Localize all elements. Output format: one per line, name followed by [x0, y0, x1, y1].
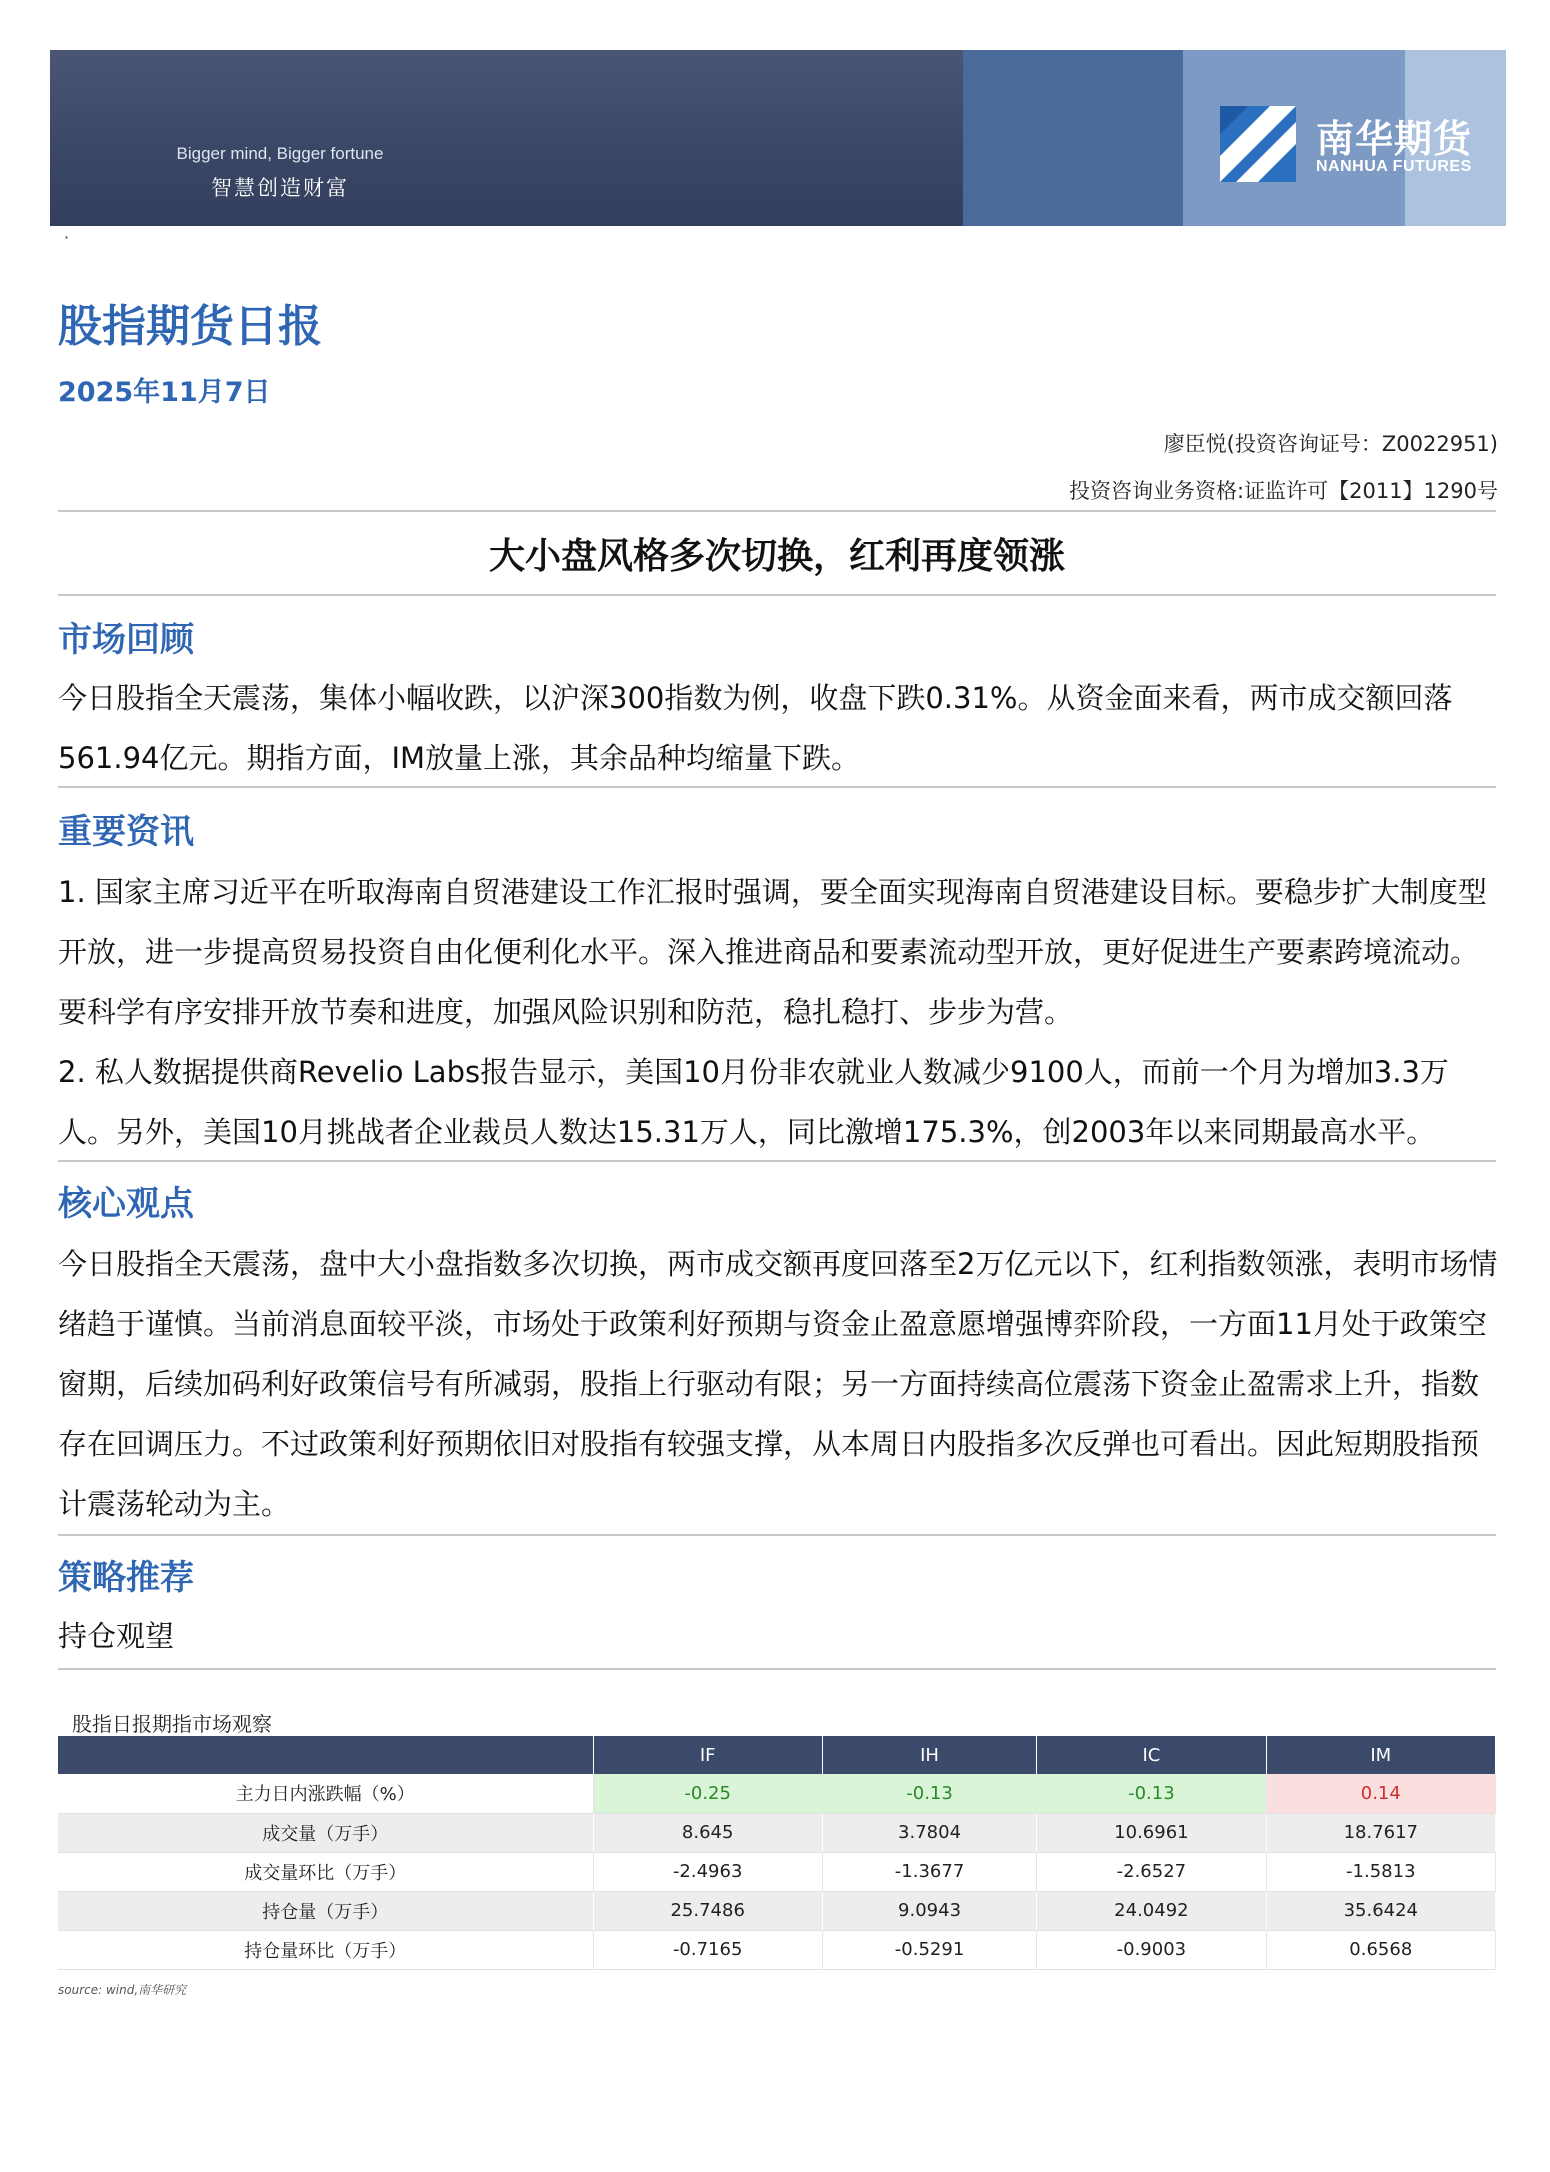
review-paragraph: 今日股指全天震荡，集体小幅收跌，以沪深300指数为例，收盘下跌0.31%。从资金面来看，两市成交额回落561.94亿元。期指方面，IM放量上涨，其余品种均缩量下跌。	[58, 681, 1453, 775]
report-headline: 大小盘风格多次切换，红利再度领涨	[488, 536, 1065, 577]
table-cell: -0.9003	[1037, 1930, 1266, 1969]
header-banner	[50, 50, 1506, 226]
section-heading-strategy: 策略推荐	[58, 1558, 194, 1598]
row-label: 持仓量环比（万手）	[58, 1930, 593, 1969]
market-observation-table	[58, 1736, 1496, 1970]
logo-text-english: NANHUA FUTURES	[1316, 158, 1472, 175]
table-cell: -1.5813	[1266, 1852, 1495, 1891]
strategy-text: 持仓观望	[58, 1619, 175, 1653]
table-cell: -0.7165	[593, 1930, 822, 1969]
section-heading-view: 核心观点	[58, 1184, 194, 1224]
column-header: IF	[593, 1736, 822, 1774]
report-author: 廖臣悦(投资咨询证号：Z0022951)	[1163, 432, 1498, 456]
row-label: 成交量环比（万手）	[58, 1852, 593, 1891]
divider	[58, 1668, 1496, 1670]
divider	[58, 594, 1496, 596]
table-row	[58, 1813, 1496, 1852]
table-cell: 0.6568	[1266, 1930, 1495, 1969]
section-heading-news: 重要资讯	[58, 812, 194, 852]
slogan-english: Bigger mind, Bigger fortune	[176, 144, 384, 163]
table-cell: -2.4963	[593, 1852, 822, 1891]
table-cell: 18.7617	[1266, 1813, 1495, 1852]
table-cell: -0.13	[1037, 1774, 1266, 1813]
row-label: 主力日内涨跌幅（%）	[58, 1774, 593, 1813]
table-caption: 股指日报期指市场观察	[72, 1712, 272, 1736]
row-label: 成交量（万手）	[58, 1813, 593, 1852]
view-paragraph: 今日股指全天震荡，盘中大小盘指数多次切换，两市成交额再度回落至2万亿元以下，红利指数领涨，表明市场情绪趋于谨慎。当前消息面较平淡，市场处于政策利好预期与资金止盈意愿增强博弈阶段，一方面11月处于政策空窗期，后续加码利好政策信号有所减弱，股指上行驱动有限；另一方面持续高位震荡下资金止盈需求上升，指数存在回调压力。不过政策利好预期依旧对股指有较强支撑，从本周日内股指多次反弹也可看出。因此短期股指预计震荡轮动为主。	[58, 1247, 1498, 1521]
divider	[58, 1534, 1496, 1536]
news-item: 2. 私人数据提供商Revelio Labs报告显示，美国10月份非农就业人数减少9100人，而前一个月为增加3.3万人。另外，美国10月挑战者企业裁员人数达15.31万人，同比激增175.3%，创2003年以来同期最高水平。	[58, 1055, 1449, 1149]
table-row	[58, 1891, 1496, 1930]
table-cell: -1.3677	[822, 1852, 1036, 1891]
table-header-row	[58, 1736, 1496, 1774]
table-row	[58, 1774, 1496, 1813]
table-cell: -0.25	[593, 1774, 822, 1813]
logo-text-chinese: 南华期货	[1316, 117, 1473, 161]
slogan-chinese: 智慧创造财富	[211, 176, 349, 200]
table-cell: 10.6961	[1037, 1813, 1266, 1852]
divider	[58, 510, 1496, 512]
table-row	[58, 1930, 1496, 1969]
marker-dot: ·	[64, 228, 70, 247]
source-note: source: wind,南华研究	[58, 1983, 187, 1997]
nanhua-logo-icon	[1218, 104, 1298, 184]
table-cell: 9.0943	[822, 1891, 1036, 1930]
section-heading-review: 市场回顾	[58, 620, 194, 660]
column-header	[58, 1736, 593, 1774]
divider	[58, 786, 1496, 788]
table-cell: 25.7486	[593, 1891, 822, 1930]
table-cell: 3.7804	[822, 1813, 1036, 1852]
report-title: 股指期货日报	[58, 301, 322, 352]
row-label: 持仓量（万手）	[58, 1891, 593, 1930]
table-cell: 0.14	[1266, 1774, 1495, 1813]
table-cell: -2.6527	[1037, 1852, 1266, 1891]
report-date: 2025年11月7日	[58, 377, 271, 408]
report-license: 投资咨询业务资格:证监许可【2011】1290号	[1069, 479, 1498, 503]
table-cell: -0.5291	[822, 1930, 1036, 1969]
column-header: IC	[1037, 1736, 1266, 1774]
column-header: IH	[822, 1736, 1036, 1774]
table-cell: -0.13	[822, 1774, 1036, 1813]
column-header: IM	[1266, 1736, 1495, 1774]
divider	[58, 1160, 1496, 1162]
table-cell: 35.6424	[1266, 1891, 1495, 1930]
company-logo	[1218, 104, 1498, 184]
banner-segment-mid	[963, 50, 1183, 226]
table-cell: 8.645	[593, 1813, 822, 1852]
table-cell: 24.0492	[1037, 1891, 1266, 1930]
news-item: 1. 国家主席习近平在听取海南自贸港建设工作汇报时强调，要全面实现海南自贸港建设目标。要稳步扩大制度型开放，进一步提高贸易投资自由化便利化水平。深入推进商品和要素流动型开放，更好促进生产要素跨境流动。要科学有序安排开放节奏和进度，加强风险识别和防范，稳扎稳打、步步为营。	[58, 875, 1487, 1029]
table-row	[58, 1852, 1496, 1891]
